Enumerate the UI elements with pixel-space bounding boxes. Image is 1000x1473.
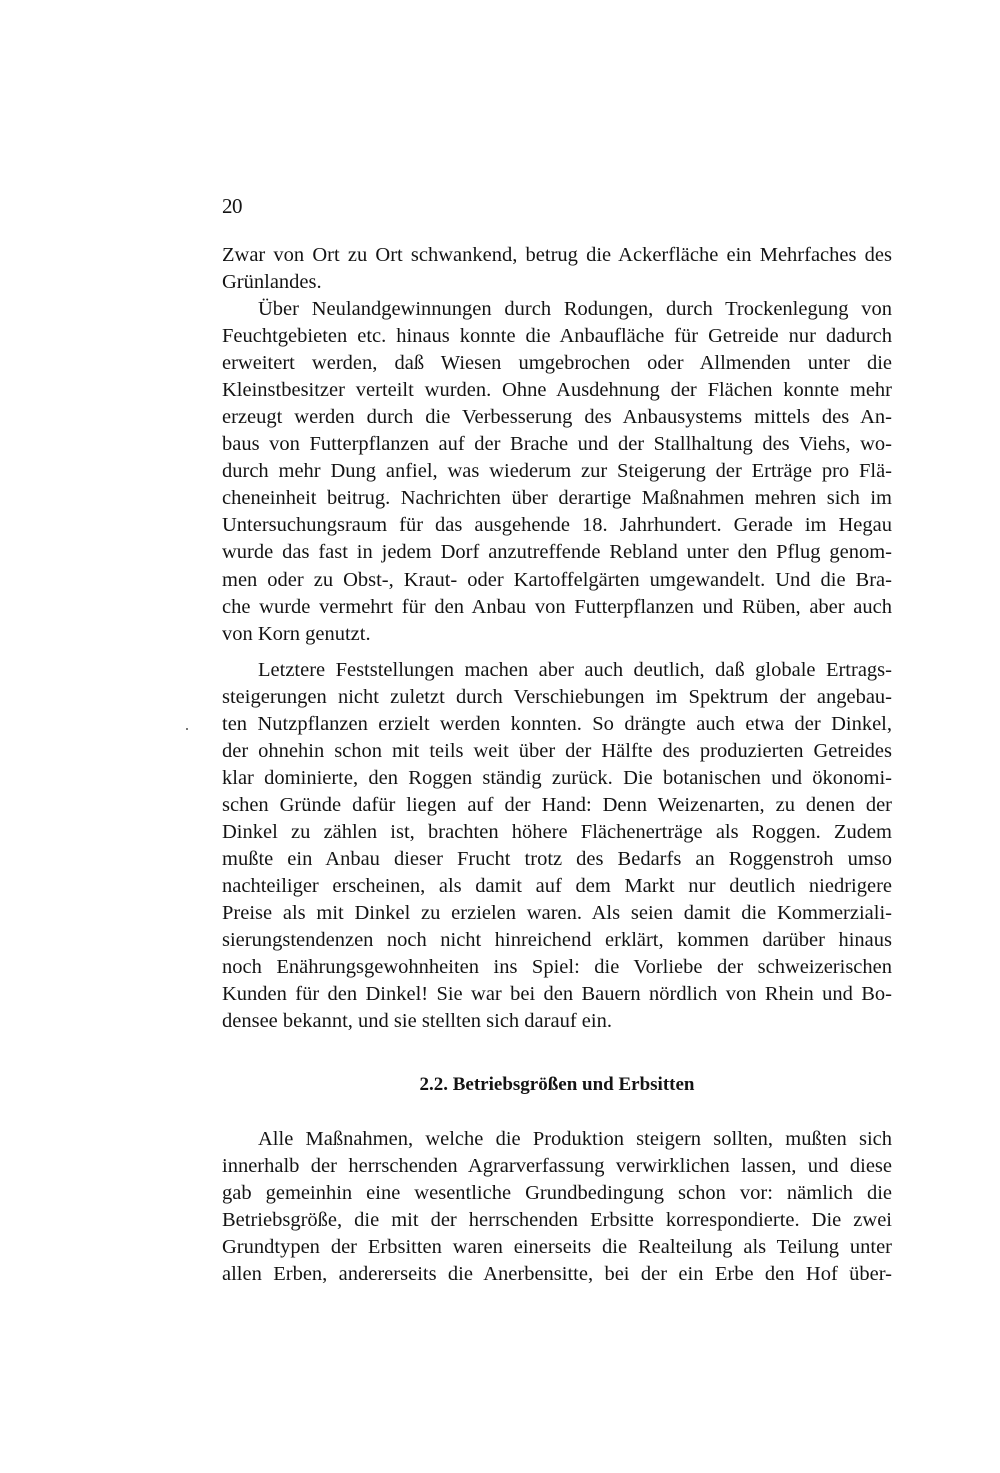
text-line: Untersuchungsraum für das ausgehende 18. Jahrhundert. Gerade im Hegau: [222, 514, 892, 536]
text-line: Über Neulandgewinnungen durch Rodungen, durch Trockenlegung von: [258, 298, 892, 320]
text-line: erzeugt werden durch die Verbesserung des Anbausystems mittels des An-: [222, 406, 892, 428]
text-line: innerhalb der herrschenden Agrarverfassung verwirklichen lassen, und diese: [222, 1155, 892, 1177]
text-line: che wurde vermehrt für den Anbau von Futterpflanzen und Rüben, aber auch: [222, 596, 892, 618]
text-line: baus von Futterpflanzen auf der Brache und der Stallhaltung des Viehs, wo-: [222, 433, 892, 455]
text-line: Preise als mit Dinkel zu erzielen waren. Als seien damit die Kommerziali-: [222, 902, 892, 924]
text-line: allen Erben, andererseits die Anerbensitte, bei der ein Erbe den Hof über-: [222, 1263, 892, 1285]
text-line: der ohnehin schon mit teils weit über der Hälfte des produzierten Getreides: [222, 740, 892, 762]
text-line: Letztere Feststellungen machen aber auch deutlich, daß globale Ertrags-: [258, 659, 892, 681]
text-line: von Korn genutzt.: [222, 623, 371, 645]
text-line: Zwar von Ort zu Ort schwankend, betrug die Ackerfläche ein Mehrfaches des: [222, 244, 892, 266]
text-line: klar dominierte, den Roggen ständig zurück. Die botanischen und ökonomi-: [222, 767, 892, 789]
text-line: ten Nutzpflanzen erzielt werden konnten. So drängte auch etwa der Dinkel,: [222, 713, 892, 735]
text-line: Alle Maßnahmen, welche die Produktion steigern sollten, mußten sich: [258, 1128, 892, 1150]
text-line: men oder zu Obst-, Kraut- oder Kartoffelgärten umgewandelt. Und die Bra-: [222, 569, 892, 591]
text-line: Betriebsgröße, die mit der herrschenden Erbsitte korrespondierte. Die zwei: [222, 1209, 892, 1231]
page-number: 20: [222, 194, 242, 218]
text-line: nachteiliger erscheinen, als damit auf dem Markt nur deutlich niedrigere: [222, 875, 892, 897]
text-line: durch mehr Dung anfiel, was wiederum zur Steigerung der Erträge pro Flä-: [222, 460, 892, 482]
text-line: schen Gründe dafür liegen auf der Hand: Denn Weizenarten, zu denen der: [222, 794, 892, 816]
text-line: steigerungen nicht zuletzt durch Verschiebungen im Spektrum der angebau-: [222, 686, 892, 708]
text-line: noch Enährungsgewohnheiten ins Spiel: die Vorliebe der schweizerischen: [222, 956, 892, 978]
text-line: Kunden für den Dinkel! Sie war bei den Bauern nördlich von Rhein und Bo-: [222, 983, 892, 1005]
text-line: mußte ein Anbau dieser Frucht trotz des Bedarfs an Roggenstroh umso: [222, 848, 892, 870]
text-line: Grundtypen der Erbsitten waren einerseits die Realteilung als Teilung unter: [222, 1236, 892, 1258]
text-line: sierungstendenzen noch nicht hinreichend erklärt, kommen darüber hinaus: [222, 929, 892, 951]
text-line: cheneinheit beitrug. Nachrichten über derartige Maßnahmen mehren sich im: [222, 487, 892, 509]
text-line: Kleinstbesitzer verteilt wurden. Ohne Ausdehnung der Flächen konnte mehr: [222, 379, 892, 401]
text-line: Grünlandes.: [222, 271, 322, 293]
text-line: gab gemeinhin eine wesentliche Grundbedingung schon vor: nämlich die: [222, 1182, 892, 1204]
text-line: densee bekannt, und sie stellten sich darauf ein.: [222, 1010, 612, 1032]
text-line: Dinkel zu zählen ist, brachten höhere Flächenerträge als Roggen. Zudem: [222, 821, 892, 843]
scan-speck: [186, 728, 188, 730]
text-line: Feuchtgebieten etc. hinaus konnte die Anbaufläche für Getreide nur dadurch: [222, 325, 892, 347]
section-heading: 2.2. Betriebsgrößen und Erbsitten: [419, 1074, 695, 1095]
text-line: wurde das fast in jedem Dorf anzutreffende Rebland unter den Pflug genom-: [222, 541, 892, 563]
text-line: erweitert werden, daß Wiesen umgebrochen oder Allmenden unter die: [222, 352, 892, 374]
